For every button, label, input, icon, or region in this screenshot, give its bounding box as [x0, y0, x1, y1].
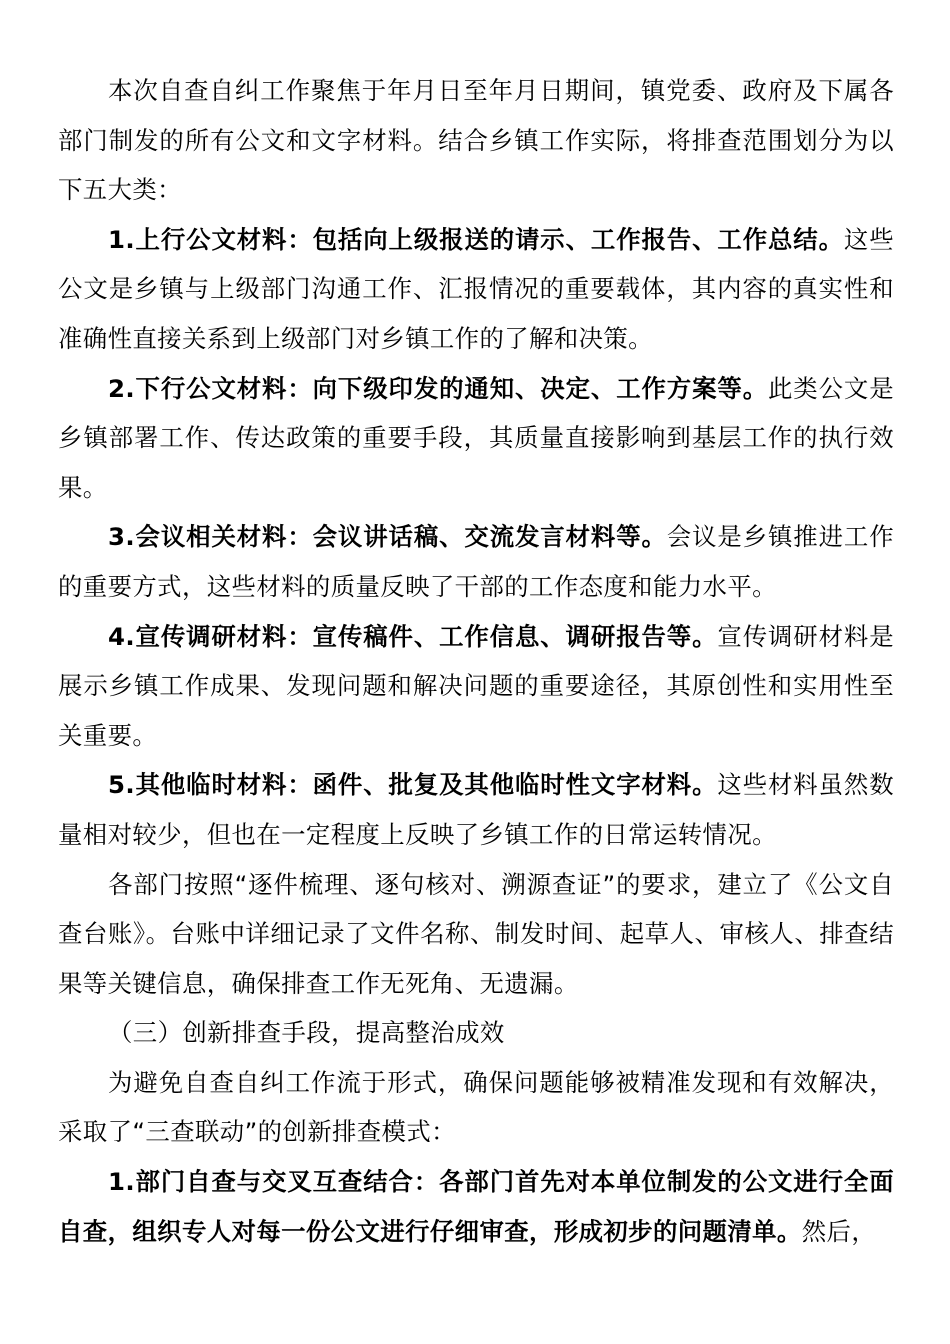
category-4-heading: 4.宣传调研材料：宣传稿件、工作信息、调研报告等。	[108, 621, 718, 651]
section-heading-3	[58, 1008, 894, 1058]
paragraph-scope-intro	[58, 66, 894, 215]
paragraph-category-4	[58, 612, 894, 761]
paragraph-category-1	[58, 215, 894, 364]
section-heading-text: （三）创新排查手段，提高整治成效	[108, 1018, 505, 1048]
paragraph-text: 宣传调研材料是展示乡镇工作成果、发现问题和解决问题的重要途径，其原创性和实用性至关重要。	[58, 621, 894, 750]
paragraph-text: 这些公文是乡镇与上级部门沟通工作、汇报情况的重要载体，其内容的真实性和准确性直接关系到上级部门对乡镇工作的了解和决策。	[58, 224, 894, 353]
method-1-heading: 1.部门自查与交叉互查结合：各部门首先对本单位制发的公文进行全面自查，组织专人对每一份公文进行仔细审查，形成初步的问题清单。	[58, 1167, 894, 1246]
paragraph-linkage-intro	[58, 1058, 894, 1157]
paragraph-ledger	[58, 860, 894, 1009]
paragraph-text: 此类公文是乡镇部署工作、传达政策的重要手段，其质量直接影响到基层工作的执行效果。	[58, 373, 894, 502]
paragraph-text: 这些材料虽然数量相对较少，但也在一定程度上反映了乡镇工作的日常运转情况。	[58, 770, 894, 849]
paragraph-text: 为避免自查自纠工作流于形式，确保问题能够被精准发现和有效解决，采取了“三查联动”的创新排查模式：	[58, 1067, 894, 1147]
paragraph-method-1	[58, 1157, 894, 1256]
document-page	[58, 66, 894, 1256]
category-3-heading: 3.会议相关材料：会议讲话稿、交流发言材料等。	[108, 522, 667, 552]
paragraph-text: 会议是乡镇推进工作的重要方式，这些材料的质量反映了干部的工作态度和能力水平。	[58, 522, 894, 601]
paragraph-text: 各部门按照“逐件梳理、逐句核对、溯源查证”的要求，建立了《公文自查台账》。台账中详细记录了文件名称、制发时间、起草人、审核人、排查结果等关键信息，确保排查工作无死角、无遗漏。	[58, 869, 894, 998]
paragraph-category-5	[58, 760, 894, 859]
category-5-heading: 5.其他临时材料：函件、批复及其他临时性文字材料。	[108, 770, 718, 800]
paragraph-category-3	[58, 512, 894, 611]
paragraph-category-2	[58, 364, 894, 513]
paragraph-text: 然后，	[801, 1216, 877, 1246]
category-1-heading: 1.上行公文材料：包括向上级报送的请示、工作报告、工作总结。	[108, 224, 844, 254]
category-2-heading: 2.下行公文材料：向下级印发的通知、决定、工作方案等。	[108, 373, 768, 403]
paragraph-text: 本次自查自纠工作聚焦于年月日至年月日期间，镇党委、政府及下属各部门制发的所有公文和文字材料。结合乡镇工作实际，将排查范围划分为以下五大类：	[58, 76, 894, 205]
